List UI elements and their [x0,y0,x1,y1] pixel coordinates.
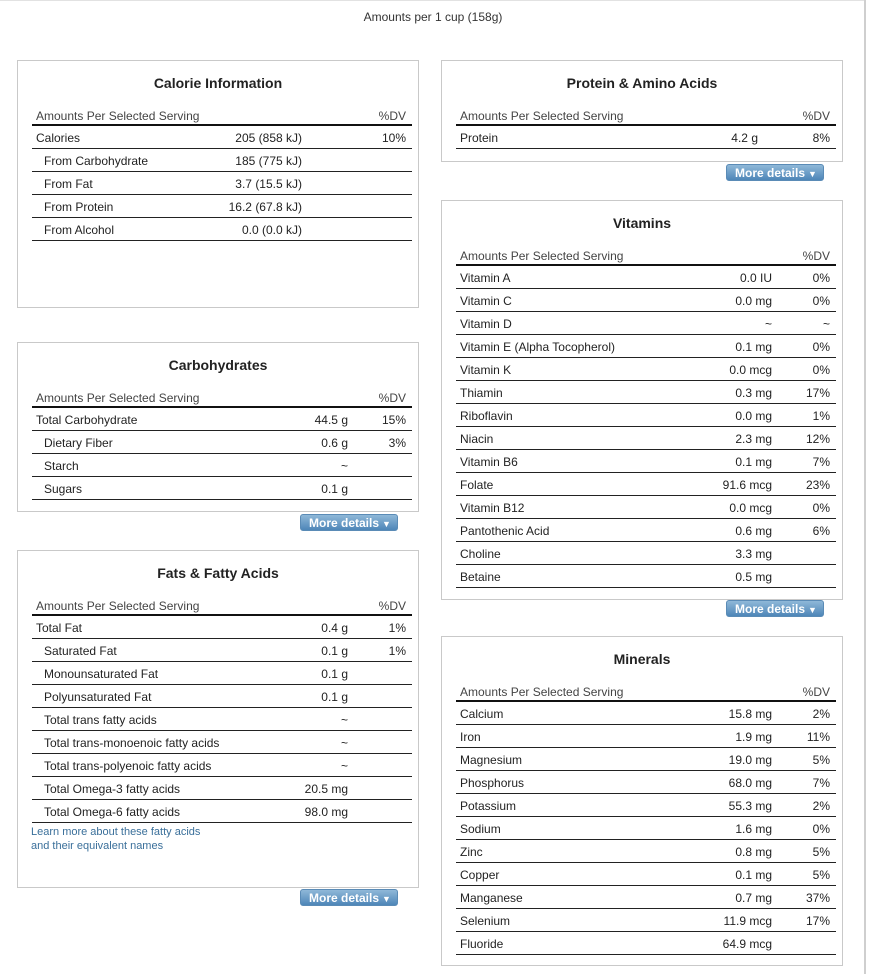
nutrient-amount: 11.9 mcg [723,914,772,928]
table-row-saturated-fat [32,639,412,662]
table-row-vitamin-e-alpha-tocopherol [456,335,836,358]
table-row-from-carbohydrate [32,149,412,172]
header-dv-label: %DV [802,249,830,263]
nutrient-amount: 0.4 g [321,621,348,635]
nutrient-name: Total Omega-3 fatty acids [44,782,181,796]
nutrient-name: Calcium [460,707,504,721]
nutrient-name: Fluoride [460,937,504,951]
nutrient-name: Phosphorus [460,776,525,790]
nutrient-dv: 0% [812,340,830,354]
nutrient-amount: 3.7 (15.5 kJ) [235,177,302,191]
table-row-magnesium [456,748,836,771]
nutrient-name: Vitamin A [460,271,511,285]
nutrient-name: Vitamin K [460,363,512,377]
learn-more-fatty-acids-link[interactable] [31,825,200,853]
nutrient-amount: 3.3 mg [735,547,772,561]
nutrient-amount: 91.6 mcg [722,478,772,492]
nutrient-name: Total Carbohydrate [36,413,138,427]
fats-title: Fats & Fatty Acids [157,565,279,581]
header-dv-label: %DV [802,685,830,699]
nutrient-amount: ~ [340,713,348,727]
table-row-vitamin-d [456,312,836,335]
chevron-down-icon: ▼ [808,605,817,615]
frame-right-border [864,0,866,974]
table-row-vitamin-a [456,266,836,289]
nutrient-name: Total trans-polyenoic fatty acids [44,759,212,773]
nutrient-dv: 3% [388,436,406,450]
table-header [32,593,412,616]
nutrient-name: Total trans-monoenoic fatty acids [44,736,220,750]
table-row-potassium [456,794,836,817]
table-row-betaine [456,565,836,588]
carbohydrates-panel [17,342,419,512]
table-header [32,103,412,126]
table-row-vitamin-k [456,358,836,381]
nutrient-amount: 1.9 mg [735,730,772,744]
protein-panel [441,60,843,162]
nutrient-amount: 0.5 mg [735,570,772,584]
table-header [32,385,412,408]
header-dv-label: %DV [378,391,406,405]
nutrient-name: Manganese [460,891,523,905]
nutrient-amount: 55.3 mg [728,799,772,813]
learn-more-line2: and their equivalent names [31,840,164,852]
calorie-info-panel [17,60,419,308]
nutrient-name: Magnesium [460,753,523,767]
nutrient-amount: 0.0 mcg [729,501,772,515]
table-row-riboflavin [456,404,836,427]
nutrient-dv: 15% [381,413,406,427]
nutrient-name: Calories [36,131,81,145]
minerals-panel [441,636,843,966]
nutrient-amount: 0.1 mg [735,868,772,882]
nutrient-name: Sodium [460,822,501,836]
minerals-rows [442,702,842,955]
nutrient-dv: 1% [388,621,406,635]
table-row-dietary-fiber [32,431,412,454]
table-row-sodium [456,817,836,840]
nutrient-dv: 8% [812,131,830,145]
nutrient-dv: 0% [812,501,830,515]
nutrient-amount: 16.2 (67.8 kJ) [228,200,302,214]
vitamins-more-details-button[interactable] [726,600,824,617]
carbohydrates-rows [18,408,418,500]
nutrient-name: Vitamin E (Alpha Tocopherol) [460,340,615,354]
nutrient-amount: 0.6 g [321,436,348,450]
nutrient-amount: 44.5 g [314,413,348,427]
header-serving-label: Amounts Per Selected Serving [460,109,624,123]
table-header [456,243,836,266]
nutrient-amount: ~ [340,736,348,750]
nutrient-name: From Fat [44,177,93,191]
nutrient-amount: ~ [340,759,348,773]
nutrient-name: Thiamin [460,386,503,400]
calorie-info-title: Calorie Information [153,75,283,91]
table-row-from-protein [32,195,412,218]
nutrient-dv: 11% [806,730,830,744]
table-row-total-trans-fatty-acids [32,708,412,731]
nutrient-dv: 7% [812,776,830,790]
nutrient-dv: 1% [388,644,406,658]
nutrient-dv: 12% [805,432,830,446]
table-row-total-fat [32,616,412,639]
nutrient-amount: 19.0 mg [728,753,772,767]
nutrient-amount: 0.1 g [321,690,348,704]
table-row-total-omega-3-fatty-acids [32,777,412,800]
table-row-polyunsaturated-fat [32,685,412,708]
table-row-zinc [456,840,836,863]
nutrient-dv: 0% [812,271,830,285]
nutrient-amount: 0.0 (0.0 kJ) [241,223,302,237]
table-row-from-fat [32,172,412,195]
nutrient-amount: 0.8 mg [735,845,772,859]
nutrient-name: Protein [460,131,499,145]
nutrient-amount: 0.3 mg [735,386,772,400]
nutrient-name: Folate [460,478,494,492]
nutrient-amount: 68.0 mg [728,776,772,790]
header-serving-label: Amounts Per Selected Serving [36,599,200,613]
table-row-total-omega-6-fatty-acids [32,800,412,823]
nutrient-name: Vitamin B6 [460,455,518,469]
nutrient-dv: 0% [812,363,830,377]
nutrient-dv: 10% [381,131,406,145]
nutrient-dv: 23% [805,478,830,492]
more-details-label: More details [309,891,380,905]
protein-title: Protein & Amino Acids [566,75,718,91]
nutrient-amount: 0.1 g [321,482,348,496]
nutrient-dv: 37% [805,891,830,905]
table-row-manganese [456,886,836,909]
nutrient-amount: 20.5 mg [304,782,348,796]
header-serving-label: Amounts Per Selected Serving [36,109,200,123]
nutrient-dv: 2% [812,799,830,813]
table-row-pantothenic-acid [456,519,836,542]
nutrient-amount: 0.1 g [321,667,348,681]
table-row-from-alcohol [32,218,412,241]
nutrient-name: Total trans fatty acids [44,713,157,727]
nutrient-amount: 0.0 mg [735,409,772,423]
table-row-choline [456,542,836,565]
nutrient-name: Niacin [460,432,494,446]
table-row-monounsaturated-fat [32,662,412,685]
header-serving-label: Amounts Per Selected Serving [460,249,624,263]
more-details-label: More details [735,166,806,180]
table-row-protein [456,126,836,149]
nutrient-dv: 17% [805,914,830,928]
carbs-more-details-button[interactable] [300,514,398,531]
header-dv-label: %DV [378,109,406,123]
fats-rows [18,616,418,823]
protein-more-details-button[interactable] [726,164,824,181]
table-row-fluoride [456,932,836,955]
table-row-vitamin-c [456,289,836,312]
nutrient-amount: 64.9 mcg [722,937,772,951]
learn-more-line1: Learn more about these fatty acids [31,826,201,838]
minerals-title: Minerals [613,651,671,667]
nutrient-amount: 4.2 g [731,131,758,145]
nutrient-name: Starch [44,459,79,473]
table-row-folate [456,473,836,496]
table-row-vitamin-b6 [456,450,836,473]
nutrient-amount: 0.7 mg [735,891,772,905]
nutrient-amount: 2.3 mg [735,432,772,446]
nutrient-name: Total Fat [36,621,83,635]
table-row-thiamin [456,381,836,404]
table-row-copper [456,863,836,886]
calorie-rows [18,126,418,241]
more-details-label: More details [735,602,806,616]
nutrient-name: Betaine [460,570,501,584]
nutrient-dv: 2% [812,707,830,721]
nutrient-amount: 1.6 mg [735,822,772,836]
nutrient-name: Copper [460,868,500,882]
nutrient-name: Potassium [460,799,517,813]
nutrient-amount: 0.0 mcg [729,363,772,377]
protein-table [442,103,842,149]
nutrient-name: Sugars [44,482,83,496]
nutrient-amount: 0.1 mg [735,455,772,469]
nutrient-name: Riboflavin [460,409,513,423]
nutrient-dv: 1% [812,409,830,423]
nutrient-amount: 0.1 mg [735,340,772,354]
nutrient-amount: 0.0 mg [735,294,772,308]
nutrient-amount: 185 (775 kJ) [235,154,302,168]
nutrient-name: From Protein [44,200,114,214]
nutrient-name: Dietary Fiber [44,436,113,450]
nutrient-amount: ~ [340,459,348,473]
table-row-starch [32,454,412,477]
fats-more-details-button[interactable] [300,889,398,906]
header-dv-label: %DV [378,599,406,613]
nutrient-name: Polyunsaturated Fat [44,690,152,704]
chevron-down-icon: ▼ [382,894,391,904]
header-dv-label: %DV [802,109,830,123]
table-row-sugars [32,477,412,500]
vitamins-rows [442,266,842,588]
nutrient-amount: 15.8 mg [728,707,772,721]
minerals-table [442,679,842,955]
nutrient-dv: 7% [812,455,830,469]
nutrient-name: Vitamin D [460,317,512,331]
nutrient-name: From Carbohydrate [44,154,149,168]
table-row-iron [456,725,836,748]
more-details-label: More details [309,516,380,530]
table-row-selenium [456,909,836,932]
table-row-calories [32,126,412,149]
nutrient-name: Vitamin B12 [460,501,525,515]
table-row-phosphorus [456,771,836,794]
table-row-calcium [456,702,836,725]
nutrient-dv: 6% [812,524,830,538]
fats-panel [17,550,419,888]
nutrient-amount: ~ [764,317,772,331]
header-serving-label: Amounts Per Selected Serving [36,391,200,405]
nutrient-name: Iron [460,730,481,744]
nutrient-name: Choline [460,547,501,561]
vitamins-table [442,243,842,588]
serving-size-title: Amounts per 1 cup (158g) [363,10,503,24]
table-row-total-trans-monoenoic-fatty-acids [32,731,412,754]
nutrient-name: Saturated Fat [44,644,117,658]
fats-table [18,593,418,823]
table-row-total-trans-polyenoic-fatty-acids [32,754,412,777]
table-row-total-carbohydrate [32,408,412,431]
nutrient-dv: 5% [812,845,830,859]
table-header [456,103,836,126]
nutrient-dv: 0% [812,294,830,308]
nutrient-name: Pantothenic Acid [460,524,550,538]
carbohydrates-title: Carbohydrates [168,357,268,373]
calorie-info-table [18,103,418,241]
nutrient-amount: 98.0 mg [304,805,348,819]
nutrient-dv: 5% [812,753,830,767]
frame-top-border [0,0,866,1]
nutrient-name: Zinc [460,845,483,859]
nutrient-dv: 17% [805,386,830,400]
table-header [456,679,836,702]
nutrient-amount: 0.0 IU [739,271,772,285]
table-row-niacin [456,427,836,450]
vitamins-title: Vitamins [612,215,672,231]
chevron-down-icon: ▼ [808,169,817,179]
nutrient-name: Selenium [460,914,511,928]
protein-rows [442,126,842,149]
table-row-vitamin-b12 [456,496,836,519]
chevron-down-icon: ▼ [382,519,391,529]
vitamins-panel [441,200,843,600]
nutrient-name: Vitamin C [460,294,512,308]
nutrient-name: Total Omega-6 fatty acids [44,805,181,819]
nutrient-name: Monounsaturated Fat [44,667,159,681]
nutrient-name: From Alcohol [44,223,115,237]
nutrient-amount: 0.6 mg [735,524,772,538]
nutrient-amount: 205 (858 kJ) [235,131,302,145]
nutrient-dv: ~ [822,317,830,331]
nutrient-amount: 0.1 g [321,644,348,658]
nutrient-dv: 0% [812,822,830,836]
nutrient-dv: 5% [812,868,830,882]
carbohydrates-table [18,385,418,500]
header-serving-label: Amounts Per Selected Serving [460,685,624,699]
